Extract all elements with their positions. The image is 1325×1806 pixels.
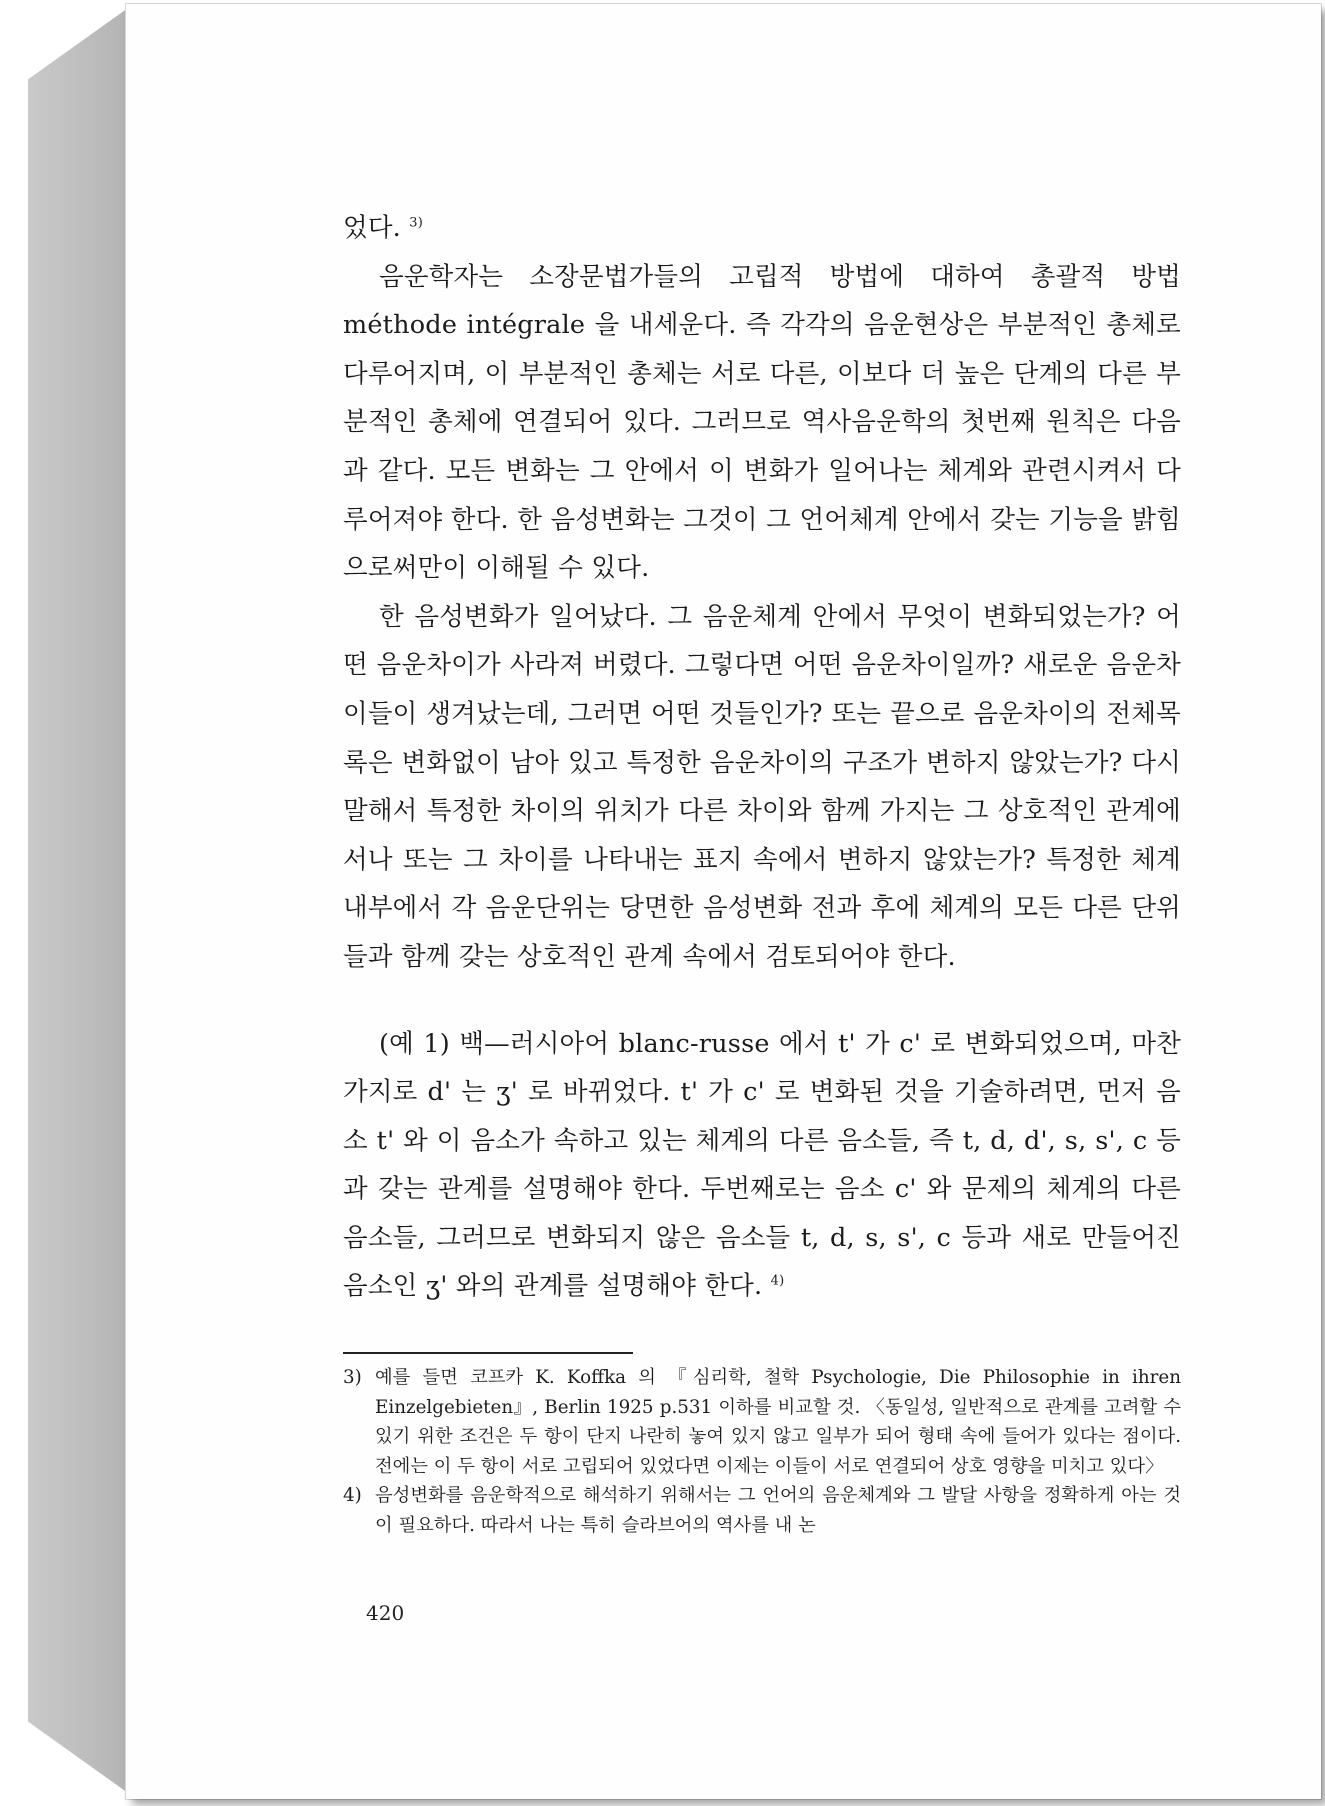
paragraph-text: 었다.	[343, 213, 401, 243]
footnotes	[343, 1363, 1181, 1540]
book-page-edge	[28, 8, 128, 1793]
footnote-reference: 3)	[409, 215, 424, 231]
paragraph: 음운학자는 소장문법가들의 고립적 방법에 대하여 총괄적 방법 méthode intégrale 을 내세운다. 즉 각각의 음운현상은 부분적인 총체로 다루어지며, 이 부분적인 총체는 서로 다른, 이보다 더 높은 단계의 다른 부분적인 총체에 연결되어 있다. 그러므로 역사음운학의 첫번째 원칙은 다음과 같다. 모든 변화는 그 안에서 이 변화가 일어나는 체계와 관련시켜서 다루어져야 한다. 한 음성변화는 그것이 그 언어체계 안에서 갖는 기능을 밝힘으로써만이 이해될 수 있다.	[343, 261, 1181, 584]
footnote-text: 예를 들면 코프카 K. Koffka 의 『심리학, 철학 Psychologie, Die Philosophie in ihren Einzelgebieten』, Berlin 1925 p.531 이하를 비교할 것. 〈동일성, 일반적으로 관계를 고려할 수 있기 위한 조건은 두 항이 단지 나란히 놓여 있지 않고 일부가 되어 형태 속에 들어가 있다는 점이다. 전에는 이 두 항이 서로 고립되어 있었다면 이제는 이들이 서로 연결되어 상호 영향을 미치고 있다〉	[375, 1367, 1181, 1477]
footnote-text: 음성변화를 음운학적으로 해석하기 위해서는 그 언어의 음운체계와 그 발달 사항을 정확하게 아는 것이 필요하다. 따라서 나는 특히 슬라브어의 역사를 내 논	[375, 1485, 1181, 1536]
paragraph-text: (예 1) 백—러시아어 blanc-russe 에서 t' 가 c' 로 변화되었으며, 마찬가지로 d' 는 ʒ' 로 바뀌었다. t' 가 c' 로 변화된 것을 기술하려면, 먼저 음소 t' 와 이 음소가 속하고 있는 체계의 다른 음소들, 즉 t, d, d', s, s', c 등과 갖는 관계를 설명해야 한다. 두번째로는 음소 c' 와 문제의 체계의 다른 음소들, 그러므로 변화되지 않은 음소들 t, d, s, s', c 등과 새로 만들어진 음소인 ʒ' 와의 관계를 설명해야 한다.	[343, 1028, 1181, 1302]
footnote-mark: 3)	[343, 1367, 362, 1388]
footnote-mark: 4)	[343, 1485, 362, 1506]
footnote-3	[343, 1363, 1181, 1481]
footnote-4	[343, 1481, 1181, 1540]
paragraph-continuation	[343, 204, 1181, 253]
paragraph: 한 음성변화가 일어났다. 그 음운체계 안에서 무엇이 변화되었는가? 어떤 음운차이가 사라져 버렸다. 그렇다면 어떤 음운차이일까? 새로운 음운차이들이 생겨났는데, 그러면 어떤 것들인가? 또는 끝으로 음운차이의 전체목록은 변화없이 남아 있고 특정한 음운차이의 구조가 변하지 않았는가? 다시 말해서 특정한 차이의 위치가 다른 차이와 함께 가지는 그 상호적인 관계에서나 또는 그 차이를 나타내는 표지 속에서 변하지 않았는가? 특정한 체계 내부에서 각 음운단위는 당면한 음성변화 전과 후에 체계의 모든 다른 단위들과 함께 갖는 상호적인 관계 속에서 검토되어야 한다.	[343, 601, 1181, 972]
footnote-separator	[343, 1352, 633, 1354]
page-number: 420	[366, 1601, 405, 1625]
example-paragraph	[343, 1020, 1181, 1312]
paragraph-gap	[343, 982, 1181, 1020]
footnote-reference: 4)	[770, 1273, 785, 1289]
body-text	[343, 204, 1181, 1311]
